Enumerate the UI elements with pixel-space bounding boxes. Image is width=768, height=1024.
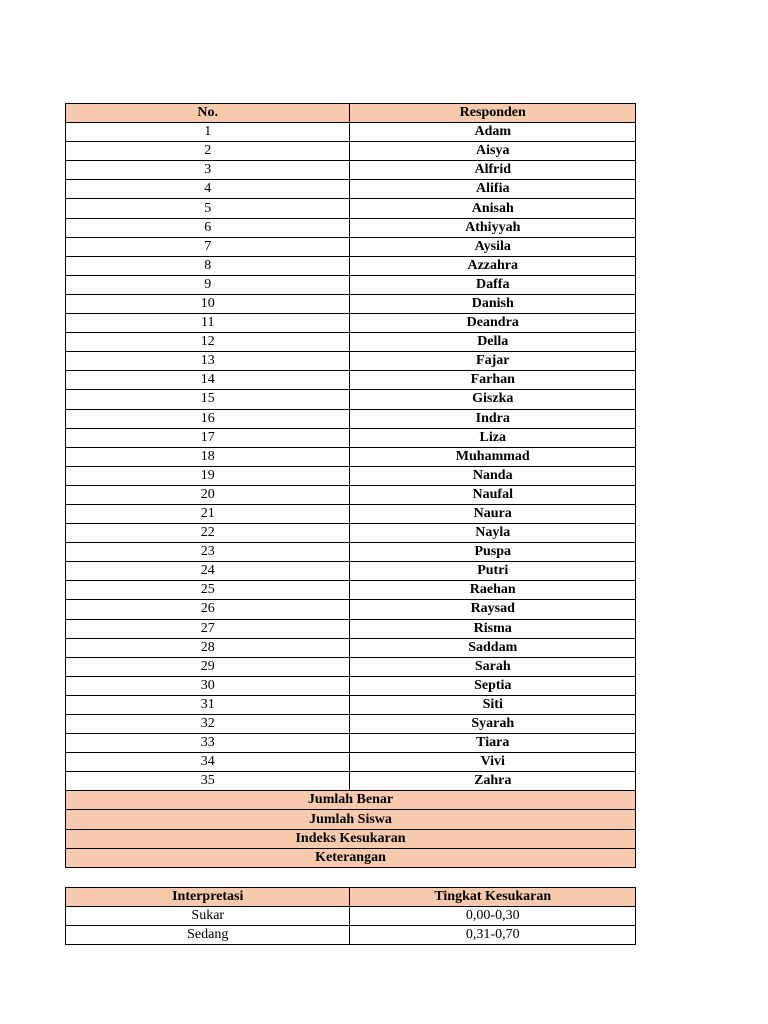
interpretation-row <box>66 926 636 945</box>
interpretation-row <box>66 907 636 926</box>
row-number: 15 <box>66 390 350 409</box>
respondent-name: Aisya <box>350 142 636 161</box>
table-row <box>66 275 636 294</box>
respondent-table <box>65 103 636 868</box>
table-row <box>66 123 636 142</box>
row-number: 30 <box>66 676 350 695</box>
table-row <box>66 638 636 657</box>
row-number: 34 <box>66 753 350 772</box>
table-row <box>66 524 636 543</box>
respondent-name: Daffa <box>350 275 636 294</box>
row-number: 5 <box>66 199 350 218</box>
respondent-name: Raysad <box>350 600 636 619</box>
table-row <box>66 333 636 352</box>
summary-row <box>66 791 636 810</box>
table-row <box>66 314 636 333</box>
respondent-name: Giszka <box>350 390 636 409</box>
table-row <box>66 600 636 619</box>
respondent-name: Azzahra <box>350 256 636 275</box>
table-row <box>66 294 636 313</box>
row-number: 26 <box>66 600 350 619</box>
respondent-name: Zahra <box>350 772 636 791</box>
table-row <box>66 504 636 523</box>
table-row <box>66 715 636 734</box>
table-row <box>66 695 636 714</box>
row-number: 23 <box>66 543 350 562</box>
summary-row <box>66 848 636 867</box>
respondent-name: Deandra <box>350 314 636 333</box>
table-row <box>66 772 636 791</box>
row-number: 24 <box>66 562 350 581</box>
row-number: 21 <box>66 504 350 523</box>
table-row <box>66 161 636 180</box>
row-number: 22 <box>66 524 350 543</box>
header-tingkat-kesukaran: Tingkat Kesukaran <box>350 888 636 907</box>
table-row <box>66 753 636 772</box>
table-row <box>66 562 636 581</box>
respondent-name: Danish <box>350 294 636 313</box>
respondent-name: Farhan <box>350 371 636 390</box>
row-number: 20 <box>66 485 350 504</box>
row-number: 35 <box>66 772 350 791</box>
respondent-name: Tiara <box>350 734 636 753</box>
row-number: 29 <box>66 657 350 676</box>
row-number: 14 <box>66 371 350 390</box>
respondent-name: Saddam <box>350 638 636 657</box>
row-number: 7 <box>66 237 350 256</box>
respondent-name: Muhammad <box>350 447 636 466</box>
table-row <box>66 180 636 199</box>
respondent-name: Risma <box>350 619 636 638</box>
respondent-name: Alifia <box>350 180 636 199</box>
respondent-name: Syarah <box>350 715 636 734</box>
respondent-name: Puspa <box>350 543 636 562</box>
row-number: 2 <box>66 142 350 161</box>
table-row <box>66 485 636 504</box>
summary-label: Indeks Kesukaran <box>66 829 636 848</box>
respondent-name: Naura <box>350 504 636 523</box>
respondent-name: Nanda <box>350 466 636 485</box>
respondent-name: Aysila <box>350 237 636 256</box>
header-interpretasi: Interpretasi <box>66 888 350 907</box>
table-row <box>66 256 636 275</box>
table-header-row <box>66 104 636 123</box>
row-number: 28 <box>66 638 350 657</box>
table-row <box>66 371 636 390</box>
respondent-name: Anisah <box>350 199 636 218</box>
summary-row <box>66 829 636 848</box>
interpretation-table <box>65 887 636 945</box>
respondent-name: Alfrid <box>350 161 636 180</box>
row-number: 6 <box>66 218 350 237</box>
respondent-name: Siti <box>350 695 636 714</box>
row-number: 18 <box>66 447 350 466</box>
row-number: 11 <box>66 314 350 333</box>
interpretation-label: Sukar <box>66 907 350 926</box>
respondent-name: Fajar <box>350 352 636 371</box>
summary-row <box>66 810 636 829</box>
row-number: 32 <box>66 715 350 734</box>
row-number: 25 <box>66 581 350 600</box>
row-number: 19 <box>66 466 350 485</box>
table-row <box>66 218 636 237</box>
respondent-name: Septia <box>350 676 636 695</box>
respondent-name: Indra <box>350 409 636 428</box>
summary-label: Jumlah Siswa <box>66 810 636 829</box>
difficulty-range: 0,00-0,30 <box>350 907 636 926</box>
table-row <box>66 142 636 161</box>
summary-label: Keterangan <box>66 848 636 867</box>
respondent-name: Putri <box>350 562 636 581</box>
respondent-name: Adam <box>350 123 636 142</box>
interpretation-header-row <box>66 888 636 907</box>
row-number: 8 <box>66 256 350 275</box>
table-row <box>66 619 636 638</box>
table-row <box>66 466 636 485</box>
row-number: 12 <box>66 333 350 352</box>
respondent-name: Athiyyah <box>350 218 636 237</box>
row-number: 3 <box>66 161 350 180</box>
row-number: 33 <box>66 734 350 753</box>
respondent-name: Sarah <box>350 657 636 676</box>
table-row <box>66 447 636 466</box>
respondent-name: Liza <box>350 428 636 447</box>
respondent-name: Della <box>350 333 636 352</box>
header-no: No. <box>66 104 350 123</box>
respondent-name: Naufal <box>350 485 636 504</box>
row-number: 31 <box>66 695 350 714</box>
row-number: 9 <box>66 275 350 294</box>
table-row <box>66 734 636 753</box>
table-row <box>66 657 636 676</box>
row-number: 16 <box>66 409 350 428</box>
row-number: 1 <box>66 123 350 142</box>
respondent-name: Nayla <box>350 524 636 543</box>
table-row <box>66 543 636 562</box>
respondent-name: Vivi <box>350 753 636 772</box>
table-row <box>66 199 636 218</box>
row-number: 17 <box>66 428 350 447</box>
row-number: 4 <box>66 180 350 199</box>
table-row <box>66 409 636 428</box>
summary-label: Jumlah Benar <box>66 791 636 810</box>
table-row <box>66 352 636 371</box>
table-row <box>66 581 636 600</box>
table-row <box>66 428 636 447</box>
table-row <box>66 390 636 409</box>
interpretation-label: Sedang <box>66 926 350 945</box>
row-number: 27 <box>66 619 350 638</box>
row-number: 13 <box>66 352 350 371</box>
row-number: 10 <box>66 294 350 313</box>
table-row <box>66 237 636 256</box>
respondent-name: Raehan <box>350 581 636 600</box>
table-row <box>66 676 636 695</box>
difficulty-range: 0,31-0,70 <box>350 926 636 945</box>
header-responden: Responden <box>350 104 636 123</box>
